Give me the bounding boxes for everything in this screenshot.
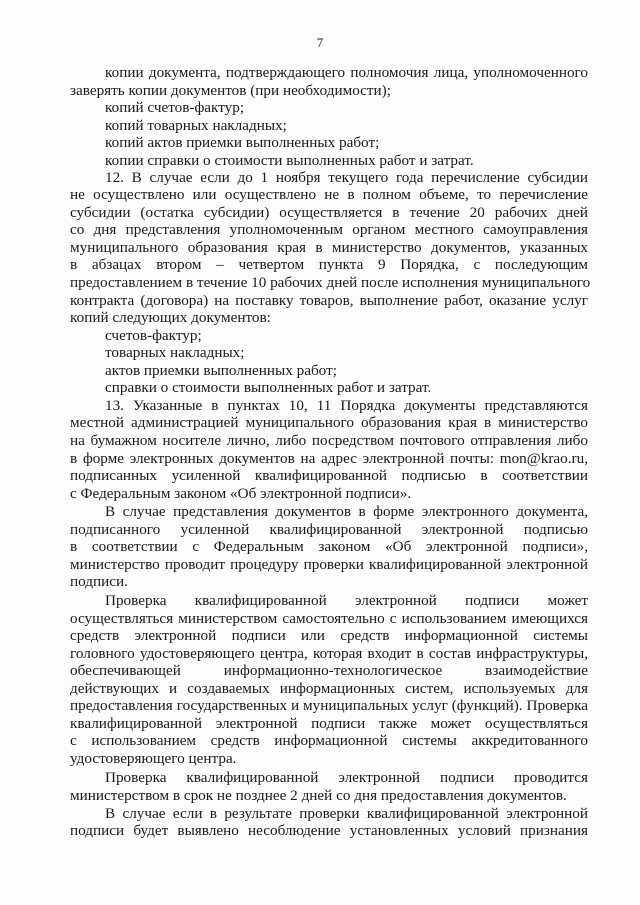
text-line: подписи.	[70, 573, 128, 590]
text-line: предоставления государственных и муниципальных услуг (функций). Проверка	[70, 697, 588, 714]
text-line: квалифицированной электронной подписи также может осуществляться	[70, 715, 588, 732]
text-line: с Федеральным законом «Об электронной подписи».	[70, 485, 412, 502]
text-line: В случае представления документов в форме электронного документа,	[105, 503, 588, 520]
text-line: актов приемки выполненных работ;	[105, 362, 337, 379]
text-line: копии документа, подтверждающего полномочия лица, уполномоченного	[105, 64, 588, 81]
text-line: министерством в срок не позднее 2 дней со дня предоставления документов.	[70, 787, 567, 804]
text-line: в форме электронных документов на адрес электронной почты: mon@krao.ru,	[70, 450, 588, 467]
text-line: справки о стоимости выполненных работ и затрат.	[105, 379, 432, 396]
text-line: копий следующих документов:	[70, 309, 271, 326]
text-line: субсидии (остатка субсидии) осуществляется в течение 20 рабочих дней	[70, 204, 588, 221]
text-line: местной администрацией муниципального образования края в министерство	[70, 414, 588, 431]
text-line: предоставлением в течение 10 рабочих дней после исполнения муниципального	[70, 274, 591, 291]
text-line: счетов-фактур;	[105, 327, 202, 344]
page-number: 7	[316, 35, 324, 50]
text-line: в соответствии с Федеральным законом «Об электронной подписи»,	[70, 538, 588, 555]
text-line: осуществляться министерством самостоятельно с использованием имеющихся	[70, 610, 588, 627]
text-line: копии справки о стоимости выполненных работ и затрат.	[105, 152, 474, 169]
text-line: контракта (договора) на поставку товаров, выполнение работ, оказание услуг	[70, 292, 588, 309]
text-line: заверять копии документов (при необходимости);	[70, 82, 391, 99]
text-line: 13. Указанные в пунктах 10, 11 Порядка документы представляются	[105, 397, 588, 414]
text-line: действующих и создаваемых информационных систем, используемых для	[70, 680, 588, 697]
text-line: муниципального образования края в министерство документов, указанных	[70, 239, 588, 256]
text-line: копий актов приемки выполненных работ;	[105, 134, 380, 151]
text-line: министерство проводит процедуру проверки квалифицированной электронной	[70, 556, 588, 573]
text-line: удостоверяющего центра.	[70, 750, 237, 767]
text-line: средств электронной подписи или средств информационной системы	[70, 627, 588, 644]
text-line: В случае если в результате проверки квалифицированной электронной	[105, 805, 588, 822]
text-line: копий товарных накладных;	[105, 117, 287, 134]
text-line: со дня представления уполномоченным органом местного самоуправления	[70, 221, 588, 238]
text-line: подписанного усиленной квалифицированной электронной подписью	[70, 521, 588, 538]
text-line: обеспечивающей информационно-технологическое взаимодействие	[70, 662, 588, 679]
text-line: не осуществлено или осуществлено не в полном объеме, то перечисление	[70, 186, 588, 203]
text-line: подписи будет выявлено несоблюдение установленных условий признания	[70, 822, 588, 839]
text-line: 12. В случае если до 1 ноября текущего года перечисление субсидии	[105, 169, 588, 186]
text-line: на бумажном носителе лично, либо посредством почтового отправления либо	[70, 432, 588, 449]
text-line: с использованием средств информационной системы аккредитованного	[70, 732, 588, 749]
text-line: товарных накладных;	[105, 344, 245, 361]
text-line: копий счетов-фактур;	[105, 99, 245, 116]
text-line: Проверка квалифицированной электронной подписи может	[105, 592, 588, 609]
text-line: в абзацах втором – четвертом пункта 9 Порядка, с последующим	[70, 256, 588, 273]
text-line: подписанных усиленной квалифицированной подписью в соответствии	[70, 467, 588, 484]
text-line: Проверка квалифицированной электронной подписи проводится	[105, 769, 588, 786]
text-line: головного удостоверяющего центра, которая входит в состав инфраструктуры,	[70, 645, 588, 662]
